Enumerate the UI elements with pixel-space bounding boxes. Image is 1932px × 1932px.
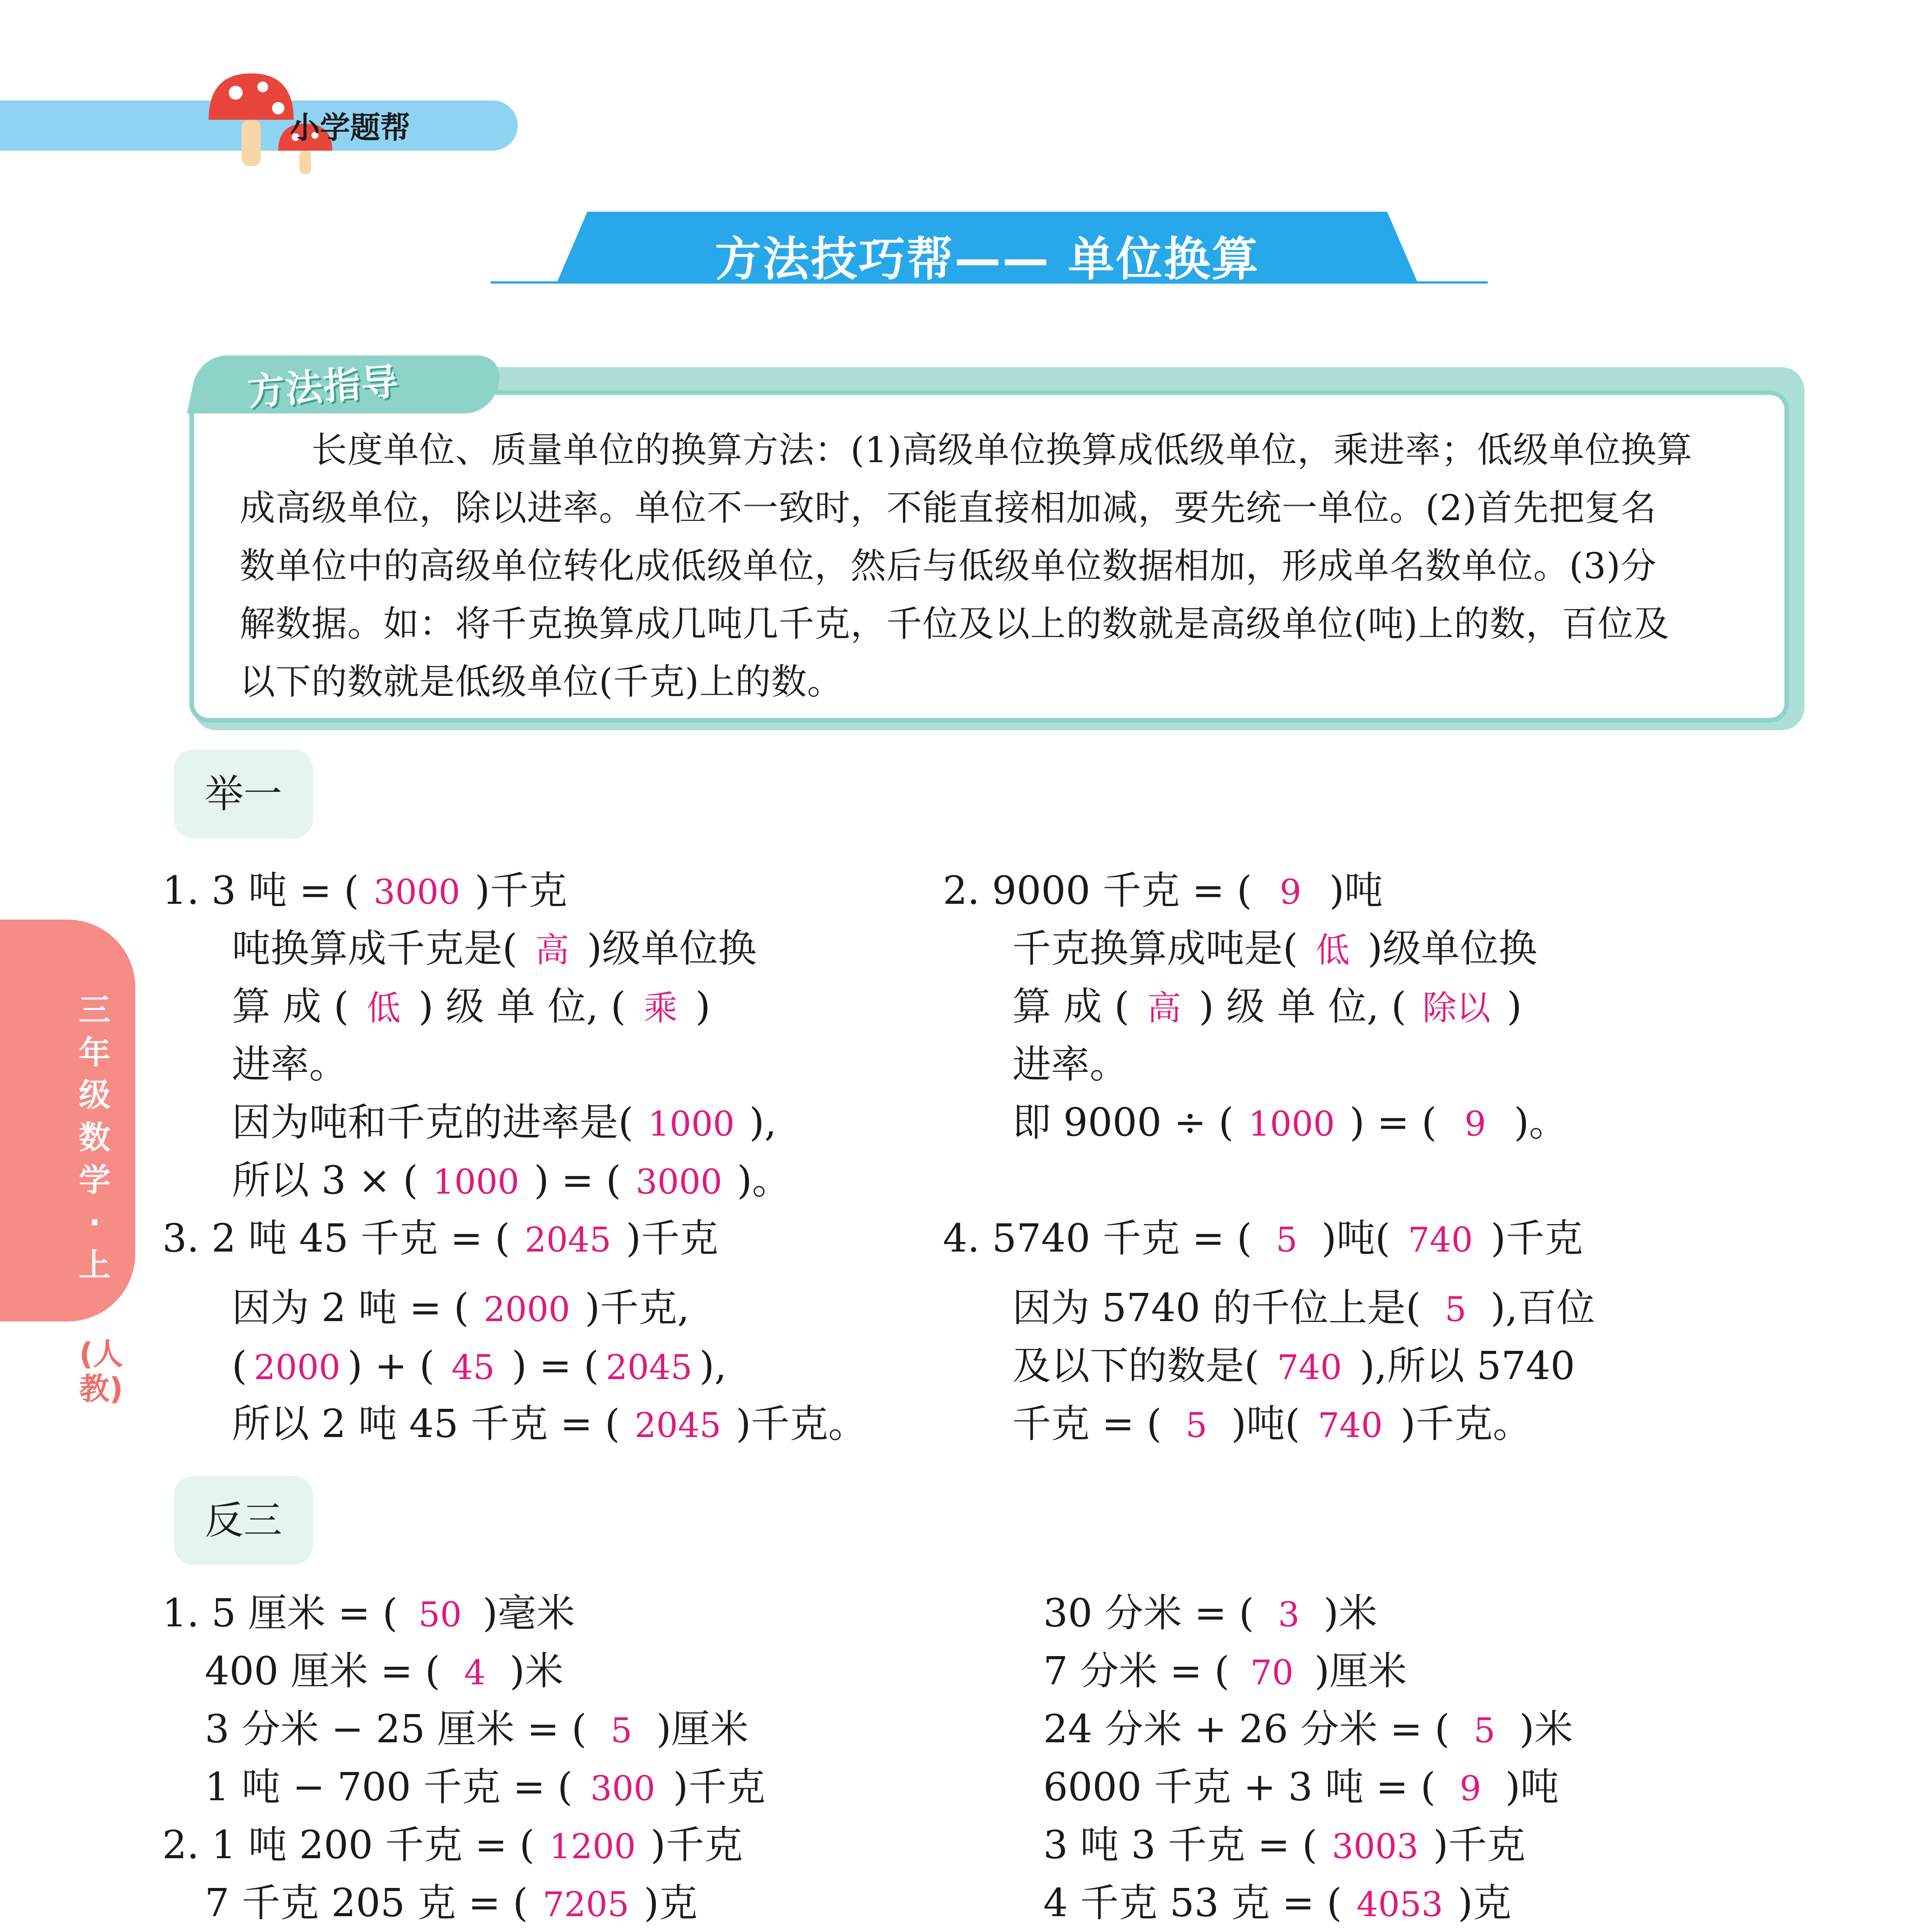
q4-line4: 千克 = ( 5 )吨( 740 )千克。: [1012, 1401, 1532, 1446]
fan-right-line: 24 分米 + 26 分米 = ( 5 )米: [1043, 1706, 1573, 1752]
side-tab-grade: 三年级数学·上: [78, 992, 111, 1284]
q1-line4: 进率。: [232, 1042, 348, 1087]
q3-line1: 3. 2 吨 45 千克 = ( 2045 )千克: [162, 1216, 718, 1261]
q2-line1: 2. 9000 千克 = ( 9 )吨: [943, 868, 1383, 913]
method-text-line: 数单位中的高级单位转化成低级单位，然后与低级单位数据相加，形成单名数单位。(3)分: [240, 545, 1657, 587]
q2-line4: 进率。: [1012, 1042, 1128, 1087]
method-text-line: 长度单位、质量单位的换算方法：(1)高级单位换算成低级单位，乘进率；低级单位换算: [240, 429, 1693, 471]
method-badge-label: 方法指导: [246, 360, 400, 414]
q1-line2: 吨换算成千克是( 高 )级单位换: [232, 926, 757, 971]
fan-left-line: 1 吨 − 700 千克 = ( 300 )千克: [205, 1764, 765, 1810]
q2-line2: 千克换算成吨是( 低 )级单位换: [1012, 926, 1537, 971]
q1-line5: 因为吨和千克的进率是( 1000 ),: [232, 1100, 777, 1145]
fan-right-line: 30 分米 = ( 3 )米: [1043, 1590, 1378, 1636]
q2-line3: 算 成 ( 高 ) 级 单 位, ( 除以 ): [1012, 984, 1522, 1029]
side-tab-edition: (人教): [79, 1337, 123, 1406]
q4-line1: 4. 5740 千克 = ( 5 )吨( 740 )千克: [943, 1216, 1583, 1261]
fan-left-line: 2. 1 吨 200 千克 = ( 1200 )千克: [162, 1822, 743, 1867]
brand-label: 小学题帮: [290, 111, 411, 145]
fan-right-line: 3 吨 3 千克 = ( 3003 )千克: [1043, 1822, 1526, 1867]
fan-right-line: 7 分米 = ( 70 )厘米: [1043, 1648, 1407, 1694]
q3-line4: 所以 2 吨 45 千克 = ( 2045 )千克。: [232, 1401, 867, 1446]
page-title: 方法技巧帮—— 单位换算: [715, 233, 1260, 286]
q1-line1: 1. 3 吨 = ( 3000 )千克: [162, 868, 567, 913]
q2-line5: 即 9000 ÷ ( 1000 ) = ( 9 )。: [1012, 1100, 1568, 1145]
section-tag-juyi: 举一: [174, 750, 313, 838]
method-text-line: 以下的数就是低级单位(千克)上的数。: [240, 661, 843, 702]
fan-right-line: 6000 千克 + 3 吨 = ( 9 )吨: [1043, 1764, 1559, 1810]
method-text-line: 解数据。如：将千克换算成几吨几千克，千位及以上的数就是高级单位(吨)上的数，百位及: [240, 603, 1670, 645]
q1-line6: 所以 3 × ( 1000 ) = ( 3000 )。: [232, 1158, 791, 1203]
fan-left-line: 400 厘米 = ( 4 )米: [205, 1648, 564, 1694]
fan-left-line: 7 千克 205 克 = ( 7205 )克: [205, 1880, 698, 1925]
fan-right-line: 4 千克 53 克 = ( 4053 )克: [1043, 1880, 1512, 1925]
method-text-line: 成高级单位，除以进率。单位不一致时，不能直接相加减，要先统一单位。(2)首先把复名: [240, 487, 1657, 529]
q4-line2: 因为 5740 的千位上是( 5 ),百位: [1012, 1285, 1595, 1330]
q3-line2: 因为 2 吨 = ( 2000 )千克,: [232, 1285, 690, 1330]
q4-line3: 及以下的数是( 740 ),所以 5740: [1012, 1343, 1575, 1388]
q3-line3: ( 2000 ) + ( 45 ) = ( 2045 ),: [232, 1343, 727, 1388]
fan-left-line: 1. 5 厘米 = ( 50 )毫米: [162, 1590, 575, 1636]
section-tag-fansan: 反三: [174, 1476, 313, 1565]
q1-line3: 算 成 ( 低 ) 级 单 位, ( 乘 ): [232, 984, 711, 1029]
fan-left-line: 3 分米 − 25 厘米 = ( 5 )厘米: [205, 1706, 749, 1752]
